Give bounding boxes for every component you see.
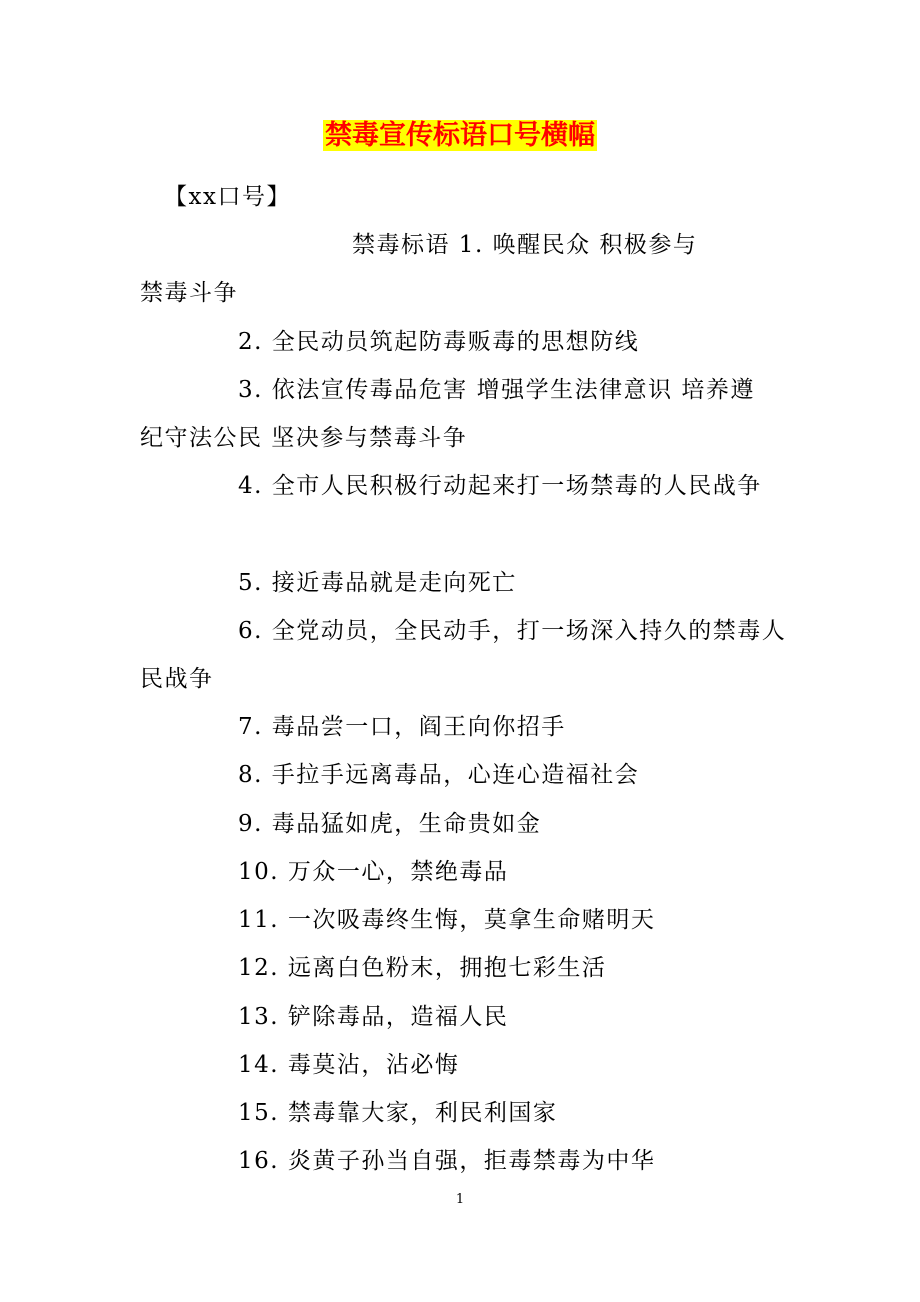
text-line: 纪守法公民 坚决参与禁毒斗争 (140, 425, 468, 451)
text-line: 15. 禁毒靠大家，利民利国家 (238, 1100, 558, 1126)
text-line: 16. 炎黄子孙当自强，拒毒禁毒为中华 (238, 1148, 656, 1174)
text-line: 禁毒斗争 (140, 280, 238, 306)
document-title (0, 114, 920, 158)
text-line: 2. 全民动员筑起防毒贩毒的思想防线 (238, 329, 640, 355)
text-line: 4. 全市人民积极行动起来打一场禁毒的人民战争 (238, 473, 762, 499)
text-line: 10. 万众一心，禁绝毒品 (238, 859, 509, 885)
section-heading: 【xx口号】 (164, 184, 291, 210)
text-line: 12. 远离白色粉末，拥抱七彩生活 (238, 955, 607, 981)
title-text: 禁毒宣传标语口号横幅 (325, 120, 595, 151)
text-line: 5. 接近毒品就是走向死亡 (238, 570, 517, 596)
text-line: 11. 一次吸毒终生悔，莫拿生命赌明天 (238, 907, 656, 933)
text-line: 14. 毒莫沾，沾必悔 (238, 1052, 460, 1078)
page-number: 1 (455, 1192, 465, 1207)
text-line: 6. 全党动员，全民动手，打一场深入持久的禁毒人 (238, 618, 787, 644)
text-line: 8. 手拉手远离毒品，心连心造福社会 (238, 762, 640, 788)
text-line: 7. 毒品尝一口，阎王向你招手 (238, 714, 566, 740)
text-line: 9. 毒品猛如虎，生命贵如金 (238, 811, 542, 837)
text-line: 民战争 (140, 666, 214, 692)
text-line: 13. 铲除毒品，造福人民 (238, 1004, 509, 1030)
text-line: 3. 依法宣传毒品危害 增强学生法律意识 培养遵 (238, 377, 755, 403)
text-line: 禁毒标语 1. 唤醒民众 积极参与 (352, 232, 698, 258)
